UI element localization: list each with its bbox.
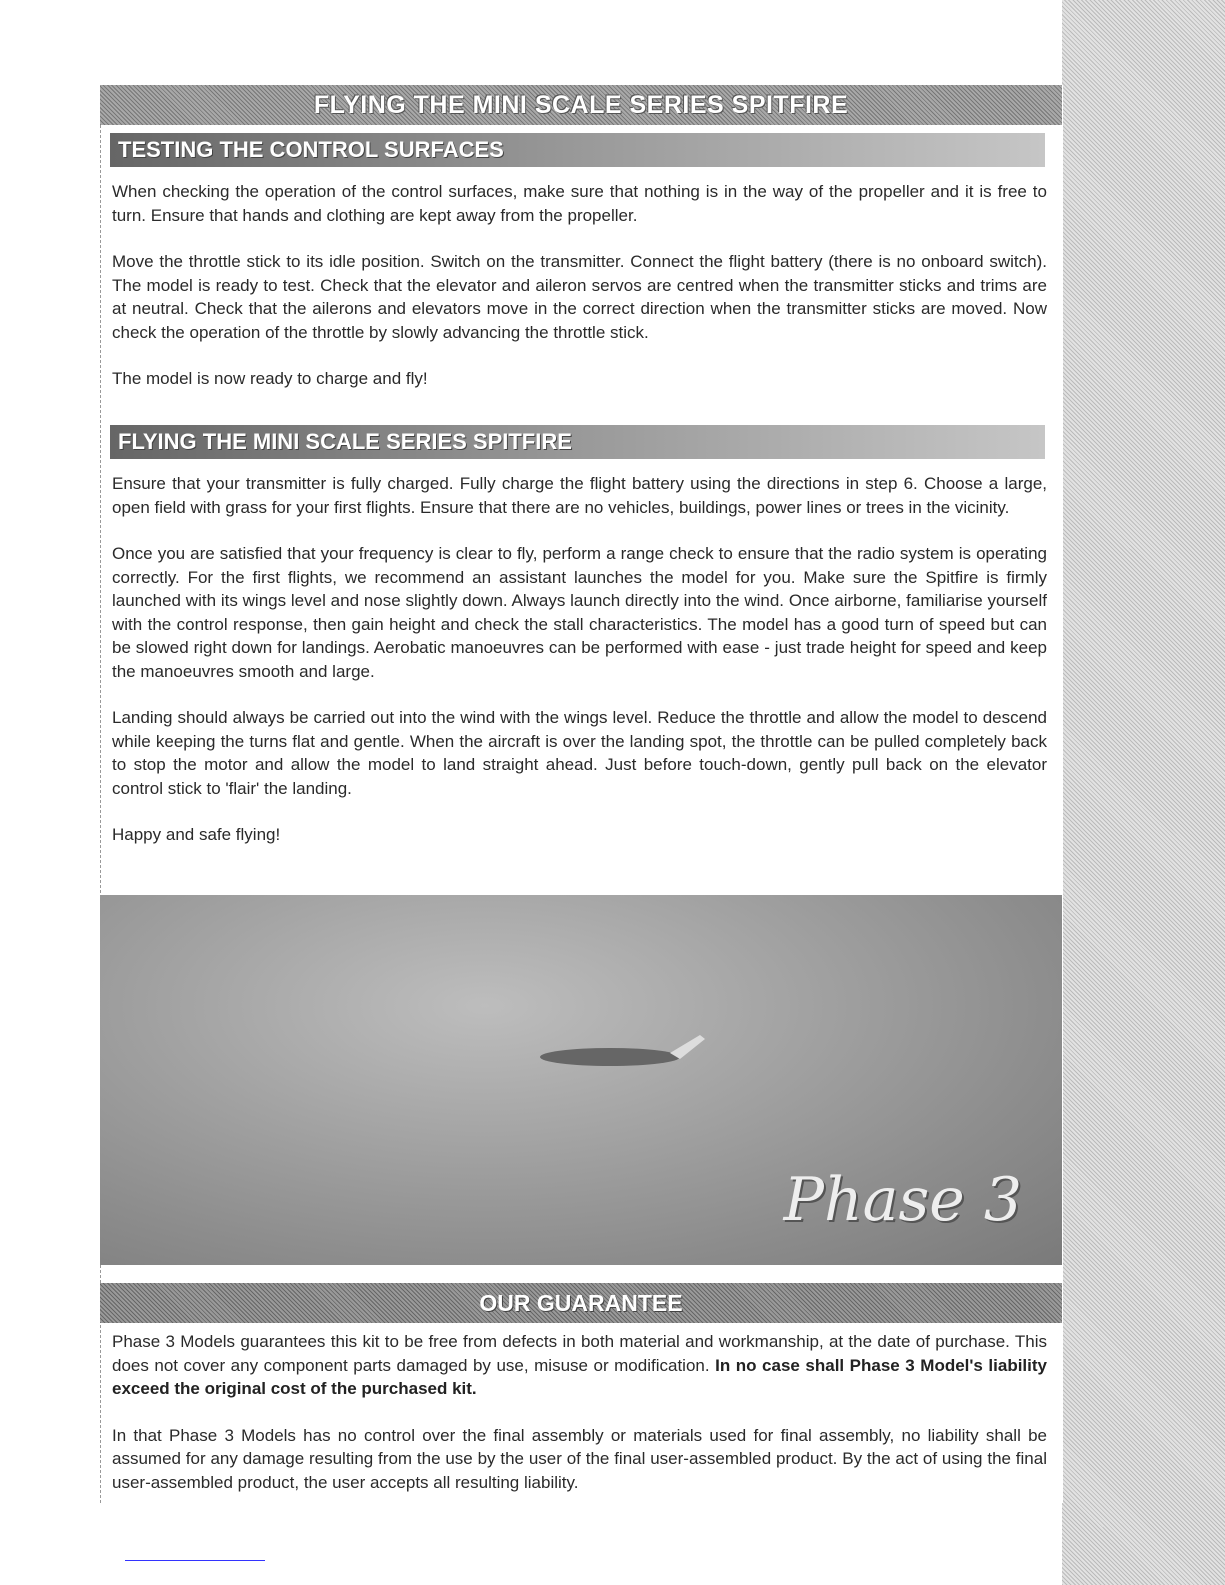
guarantee-heading: OUR GUARANTEE [100,1283,1062,1323]
guarantee-text: Phase 3 Models guarantees this kit to be free from defects in both material and workmanship, at the date of purchase. This does not cover any component parts damaged by use, misuse or modification. [112,1332,1047,1375]
paragraph: When checking the operation of the control surfaces, make sure that nothing is in the way of the propeller and it is free to turn. Ensure that hands and clothing are kept away from the propeller. [112,182,1047,225]
section-heading-testing: TESTING THE CONTROL SURFACES [110,133,1045,167]
paragraph: Ensure that your transmitter is fully charged. Fully charge the flight battery using the directions in step 6. Choose a large, open field with grass for your first flights. Ensure that there are no vehicles, buildings, power lines or trees in the vicinity. [112,474,1047,517]
section-testing-body [112,180,1047,414]
paragraph: The model is now ready to charge and fly! [112,369,428,388]
guarantee-text: In that Phase 3 Models has no control over the final assembly or materials used for final assembly, no liability shall be assumed for any damage resulting from the use by the user of the final user-assembled product. By the act of using the final user-assembled product, the user accepts all resulting liability. [112,1425,1047,1492]
guarantee-liability-bold: In no case shall Phase 3 Model's liability exceed the original cost of the purchased kit. [112,1355,1047,1398]
paragraph: Landing should always be carried out into the wind with the wings level. Reduce the throttle and allow the model to descend while keeping the turns flat and gentle. When the aircraft is over the landing spot, the throttle can be pulled completely back to stop the motor and allow the model to land straight ahead. Just before touch-down, gently pull back on the elevator control stick to 'flair' the landing. [112,708,1047,798]
paragraph: Once you are satisfied that your frequency is clear to fly, perform a range check to ensure that the radio system is operating correctly. For the first flights, we recommend an assistant launches the model for you. Make sure the Spitfire is firmly launched with its wings level and nose slightly down. Always launch directly into the wind. Once airborne, familiarise yourself with the control response, then gain height and check the stall characteristics. The model has a good turn of speed but can be slowed right down for landings. Aerobatic manoeuvres can be performed with ease - just trade height for speed and keep the manoeuvres smooth and large. [112,544,1047,681]
spitfire-plane-image [540,1035,710,1075]
phase3-logo: Phase 3 [783,1165,1022,1235]
spitfire-photo [100,895,1062,1265]
paragraph: Move the throttle stick to its idle position. Switch on the transmitter. Connect the flight battery (there is no onboard switch). The model is ready to test. Check that the elevator and aileron servos are centred when the transmitter sticks and trims are at neutral. Check that the ailerons and elevators move in the correct direction when the transmitter sticks are moved. Now check the operation of the throttle by slowly advancing the throttle stick. [112,252,1047,342]
page-margin [1020,0,1062,90]
section-heading-flying: FLYING THE MINI SCALE SERIES SPITFIRE [110,425,1045,459]
footer-line [125,1560,265,1561]
guarantee-body [112,1330,1047,1517]
section-flying-body [112,472,1047,870]
page-edge-shading [1062,0,1225,1585]
paragraph: Happy and safe flying! [112,825,281,844]
page-banner: FLYING THE MINI SCALE SERIES SPITFIRE [100,85,1062,125]
